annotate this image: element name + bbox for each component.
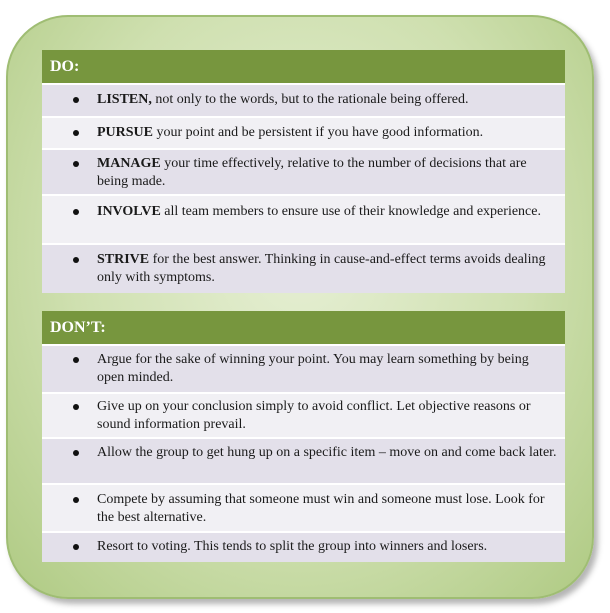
do-keyword: PURSUE: [97, 125, 154, 140]
dont-header: DON’T:: [42, 311, 565, 346]
do-keyword: MANAGE: [97, 156, 161, 171]
bullet-icon: [73, 544, 79, 550]
dont-text: Allow the group to get hung up on a specific item – move on and come back later.: [97, 445, 557, 460]
dont-text: Resort to voting. This tends to split the group into winners and losers.: [97, 539, 488, 554]
dont-item: [42, 533, 565, 562]
do-header: DO:: [42, 50, 565, 85]
bullet-icon: [73, 130, 79, 136]
bullet-icon: [73, 257, 79, 263]
do-item: [42, 150, 565, 196]
dont-text: Compete by assuming that someone must win and someone must lose. Look for the best alternative.: [97, 492, 545, 525]
do-item: [42, 245, 565, 293]
dont-item: [42, 394, 565, 439]
do-text: all team members to ensure use of their knowledge and experience.: [160, 204, 541, 219]
do-panel: [42, 50, 565, 293]
dont-text: Argue for the sake of winning your point. You may learn something by being open minded.: [97, 352, 529, 385]
dont-panel: [42, 311, 565, 562]
do-text: your point and be persistent if you have good information.: [153, 125, 484, 140]
do-item: [42, 196, 565, 245]
bullet-icon: [73, 450, 79, 456]
bullet-icon: [73, 209, 79, 215]
dont-item: [42, 439, 565, 485]
dont-item: [42, 346, 565, 394]
bullet-icon: [73, 497, 79, 503]
dont-item: [42, 485, 565, 533]
bullet-icon: [73, 161, 79, 167]
bullet-icon: [73, 97, 79, 103]
do-item: [42, 85, 565, 118]
do-item: [42, 118, 565, 150]
do-keyword: LISTEN,: [97, 92, 152, 107]
do-text: not only to the words, but to the rationale being offered.: [151, 92, 469, 107]
do-keyword: INVOLVE: [97, 204, 161, 219]
bullet-icon: [73, 357, 79, 363]
do-text: for the best answer. Thinking in cause-and-effect terms avoids dealing only with symptoms.: [97, 252, 546, 285]
dont-text: Give up on your conclusion simply to avoid conflict. Let objective reasons or sound information prevail.: [97, 399, 531, 432]
do-text: your time effectively, relative to the number of decisions that are being made.: [97, 156, 527, 189]
do-keyword: STRIVE: [97, 252, 150, 267]
bullet-icon: [73, 404, 79, 410]
